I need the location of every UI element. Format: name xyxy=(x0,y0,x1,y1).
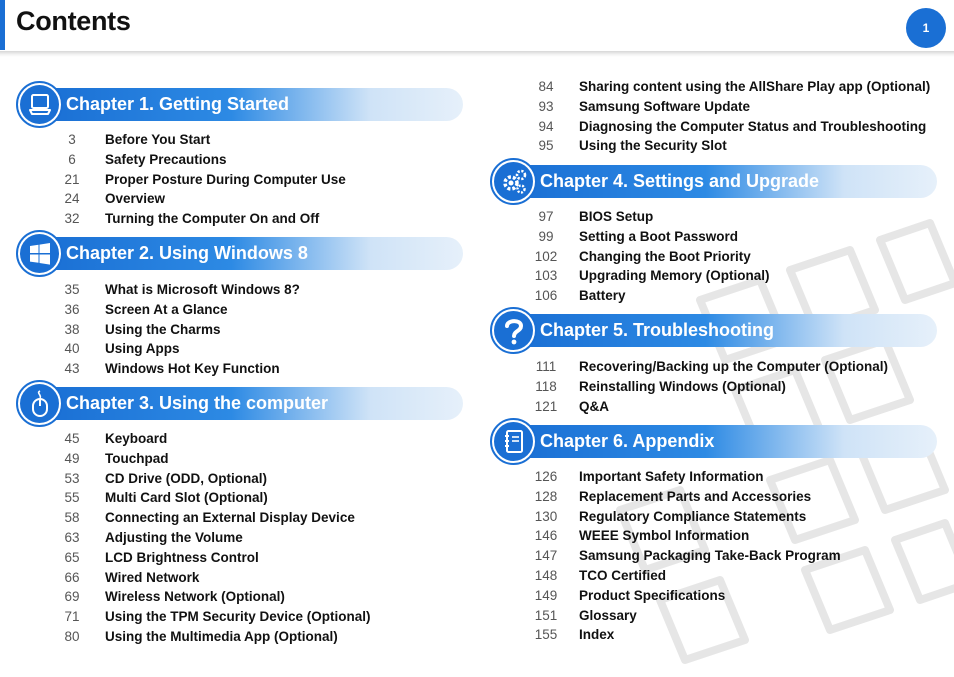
toc-page-number: 49 xyxy=(64,450,80,466)
toc-page-number: 38 xyxy=(64,321,80,337)
toc-page-number: 146 xyxy=(534,528,558,544)
toc-page-number: 53 xyxy=(64,470,80,486)
gears-icon xyxy=(490,158,537,205)
chapter-1-title: Chapter 1. Getting Started xyxy=(66,94,290,114)
toc-entry-title: Before You Start xyxy=(105,132,211,147)
chapter-6-title: Chapter 6. Appendix xyxy=(540,431,715,451)
page-title: Contents xyxy=(16,6,131,36)
toc-entry-title: Samsung Software Update xyxy=(579,98,751,114)
mouse-icon xyxy=(16,380,63,427)
toc-entry-title: Q&A xyxy=(579,398,609,414)
toc-entry-title: Wireless Network (Optional) xyxy=(105,589,285,605)
toc-entry-title: Connecting an External Display Device xyxy=(105,510,355,526)
toc-page-number: 149 xyxy=(534,587,558,603)
header-accent-bar xyxy=(0,0,5,50)
toc-entry-title: Using the TPM Security Device (Optional) xyxy=(105,609,371,625)
toc-entry-title: Safety Precautions xyxy=(105,151,227,167)
toc-entry-title: Recovering/Backing up the Computer (Optional) xyxy=(579,359,889,374)
toc-entry-title: Upgrading Memory (Optional) xyxy=(579,268,770,284)
toc-page-number: 80 xyxy=(64,628,80,644)
question-icon xyxy=(490,307,537,354)
toc-entry-title: Product Specifications xyxy=(579,587,726,603)
toc-page-number: 71 xyxy=(64,609,80,625)
toc-page-number: 111 xyxy=(535,359,557,374)
toc-entry-title: Turning the Computer On and Off xyxy=(105,211,320,227)
toc-page-number: 118 xyxy=(535,378,557,394)
toc-entry-title: BIOS Setup xyxy=(579,209,654,224)
toc-page-number: 93 xyxy=(538,98,554,114)
toc-entry-title: Diagnosing the Computer Status and Troubleshooting xyxy=(579,118,927,134)
toc-entry-title: Wired Network xyxy=(105,569,200,585)
toc-page-number: 21 xyxy=(64,171,80,187)
toc-page-number: 128 xyxy=(534,488,558,504)
toc-entry-title: Windows Hot Key Function xyxy=(105,361,280,377)
windows-logo-icon xyxy=(16,230,63,277)
chapter-5-title: Chapter 5. Troubleshooting xyxy=(540,320,775,340)
toc-entry-title: Battery xyxy=(579,288,626,304)
toc-entry-title: Multi Card Slot (Optional) xyxy=(105,490,268,506)
chapter-4-title: Chapter 4. Settings and Upgrade xyxy=(540,171,820,191)
toc-page-number: 102 xyxy=(534,248,558,264)
toc-entry-title: What is Microsoft Windows 8? xyxy=(105,282,300,297)
toc-page-number: 130 xyxy=(534,508,558,524)
chapter-5-bar xyxy=(516,314,937,347)
toc-entry-title: WEEE Symbol Information xyxy=(579,528,750,544)
chapter-3-bar xyxy=(42,387,463,420)
toc-page-number: 36 xyxy=(64,301,80,317)
chapter-6-bar xyxy=(516,425,937,458)
toc-page-number: 6 xyxy=(68,151,76,167)
toc-page-number: 63 xyxy=(64,529,80,545)
toc-entry-title: Using Apps xyxy=(105,341,180,357)
toc-page-number: 84 xyxy=(538,79,554,94)
toc-page-number: 32 xyxy=(64,211,80,227)
header-divider xyxy=(0,51,954,57)
toc-page-number: 126 xyxy=(534,469,558,484)
toc-entry-title: Reinstalling Windows (Optional) xyxy=(579,378,786,394)
toc-entry-title: Setting a Boot Password xyxy=(579,228,739,244)
toc-page-number: 147 xyxy=(534,548,558,564)
toc-page-number: 121 xyxy=(534,398,558,414)
toc-page-number: 148 xyxy=(534,567,558,583)
toc-page-number: 151 xyxy=(534,607,558,623)
toc-page-number: 103 xyxy=(534,268,558,284)
toc-entry-title: Using the Charms xyxy=(105,321,221,337)
toc-entry-title: Screen At a Glance xyxy=(105,301,228,317)
toc-entry-title: Glossary xyxy=(579,607,637,623)
toc-entry-title: TCO Certified xyxy=(579,567,667,583)
toc-entry-title: Touchpad xyxy=(105,450,169,466)
toc-entry-title: Sharing content using the AllShare Play app (Optional) xyxy=(579,79,931,94)
toc-page-number: 106 xyxy=(534,288,558,304)
toc-page-number: 58 xyxy=(64,510,80,526)
toc-page-number: 155 xyxy=(534,627,558,643)
toc-page-number: 65 xyxy=(64,549,80,565)
toc-page-number: 97 xyxy=(538,209,554,224)
toc-entry-title: LCD Brightness Control xyxy=(105,549,259,565)
toc-page-number: 40 xyxy=(64,341,80,357)
toc-entry-title: Proper Posture During Computer Use xyxy=(105,171,346,187)
toc-page-number: 69 xyxy=(64,589,80,605)
toc-page-number: 24 xyxy=(64,191,80,207)
toc-page-number: 99 xyxy=(538,228,554,244)
toc-page-number: 35 xyxy=(64,282,80,297)
toc-page-number: 43 xyxy=(64,361,80,377)
toc-page-number: 66 xyxy=(64,569,80,585)
toc-entry-title: Using the Multimedia App (Optional) xyxy=(105,628,338,644)
page-number-badge: 1 xyxy=(906,8,946,48)
toc-entry-title: Using the Security Slot xyxy=(579,138,727,154)
toc-entry-title: Overview xyxy=(105,191,166,207)
toc-entry-title: Index xyxy=(579,627,615,643)
notebook-icon xyxy=(490,418,537,465)
chapter-2-title: Chapter 2. Using Windows 8 xyxy=(66,243,308,263)
toc-entry-title: Replacement Parts and Accessories xyxy=(579,488,812,504)
chapter-2-bar xyxy=(42,237,463,270)
toc-entry-title: CD Drive (ODD, Optional) xyxy=(105,470,268,486)
toc-entry-title: Keyboard xyxy=(105,431,168,446)
toc-entry-title: Samsung Packaging Take-Back Program xyxy=(579,548,841,564)
toc-page-number: 55 xyxy=(64,490,80,506)
laptop-icon xyxy=(16,81,63,128)
chapter-3-title: Chapter 3. Using the computer xyxy=(66,393,329,413)
toc-entry-title: Changing the Boot Priority xyxy=(579,248,751,264)
toc-page-number: 95 xyxy=(538,138,554,154)
toc-entry-title: Important Safety Information xyxy=(579,469,764,484)
toc-entry-title: Adjusting the Volume xyxy=(105,529,243,545)
chapter-4-bar xyxy=(516,165,937,198)
toc-page-number: 45 xyxy=(64,431,80,446)
chapter-1-bar xyxy=(42,88,463,121)
toc-page-number: 94 xyxy=(538,118,554,134)
toc-entry-title: Regulatory Compliance Statements xyxy=(579,508,807,524)
toc-page-number: 3 xyxy=(68,132,76,147)
